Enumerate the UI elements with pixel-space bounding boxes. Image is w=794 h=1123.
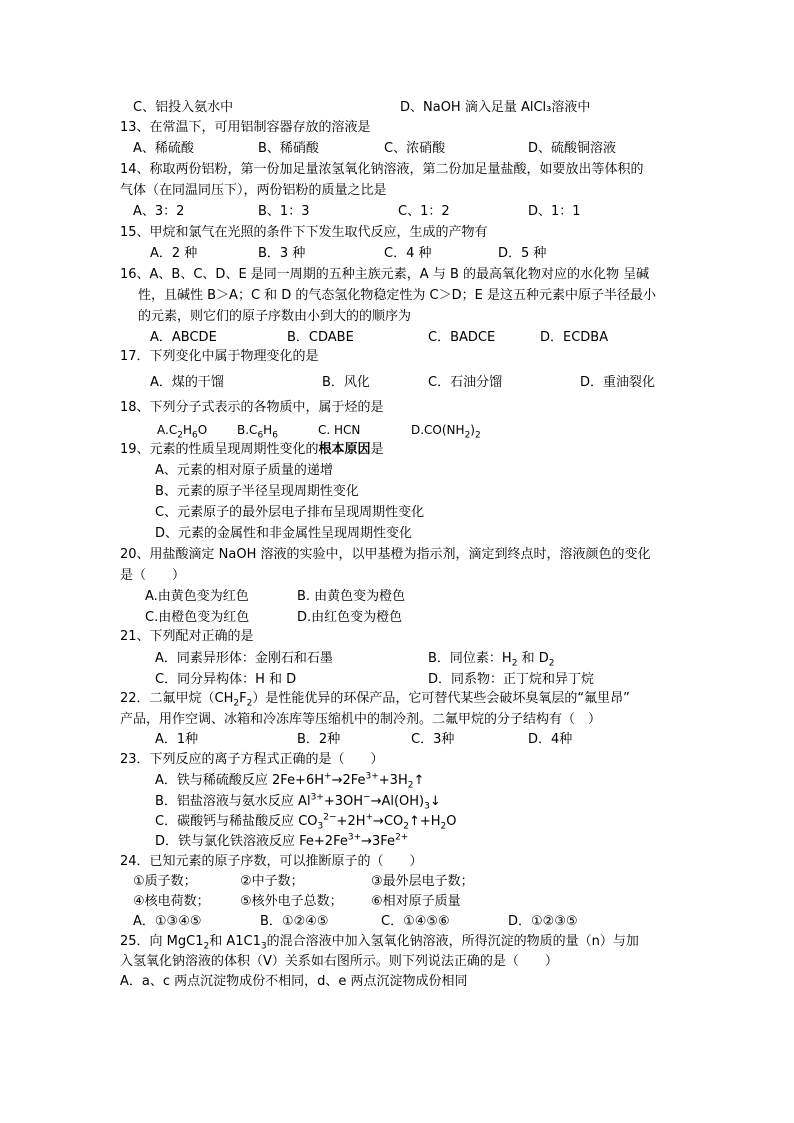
q20-option-b: B. 由黄色变为橙色 xyxy=(297,589,406,604)
q18-options xyxy=(0,421,794,439)
q17-stem: 17．下列变化中属于物理变化的是 xyxy=(120,349,319,364)
q16-option-d: D．ECDBA xyxy=(540,330,609,345)
q16-stem-line3: 的元素，则它们的原子序数由小到大的的顺序为 xyxy=(138,309,412,324)
q19-stem: 19、元素的性质呈现周期性变化的根本原因是 xyxy=(120,442,384,457)
q15-option-d: D．5 种 xyxy=(498,246,547,261)
q25-option-a: A．a、c 两点沉淀物成份不相同，d、e 两点沉淀物成份相同 xyxy=(120,974,468,989)
q12-options-cd xyxy=(0,99,794,117)
q24-item-1: ①质子数； xyxy=(133,874,197,889)
q21-option-a: A．同素异形体：金刚石和石墨 xyxy=(155,651,333,666)
q23-option-c: C．碳酸钙与稀盐酸反应 $CO_3^{2-}+2H^+\to CO_2↑+H_2O$ xyxy=(155,812,457,832)
q19-option-a: A、元素的相对原子质量的递增 xyxy=(155,463,333,478)
q24-item-6: ⑥相对原子质量 xyxy=(371,894,461,909)
q24-stem: 24．已知元素的原子序数，可以推断原子的（ ） xyxy=(120,854,423,869)
q22-option-a: A．1种 xyxy=(155,732,199,747)
q14-option-a: A、3：2 xyxy=(133,204,185,219)
q14-option-b: B、1：3 xyxy=(258,204,310,219)
q22-option-d: D．4种 xyxy=(528,732,573,747)
q18-option-b: $B.C_6H_6$ xyxy=(237,423,278,441)
q20-option-d: D.由红色变为橙色 xyxy=(297,610,403,625)
q24-option-b: B．①②④⑤ xyxy=(260,914,329,929)
q21-option-b: B．同位素：$H_2$ 和 $D_2$ xyxy=(428,651,555,669)
q24-items-row2 xyxy=(0,893,794,911)
q13-option-c: C、浓硝酸 xyxy=(384,141,446,156)
q16-options xyxy=(0,329,794,347)
q15-option-a: A．2 种 xyxy=(150,246,198,261)
q20-stem-line2: 是（ ） xyxy=(120,568,186,583)
q13-options xyxy=(0,140,794,158)
q19-option-c: C、元素原子的最外层电子排布呈现周期性变化 xyxy=(155,505,425,520)
q15-stem: 15、甲烷和氯气在光照的条件下下发生取代反应，生成的产物有 xyxy=(120,225,488,240)
q22-stem-line2: 产品，用作空调、冰箱和冷冻库等压缩机中的制冷剂。二氟甲烷的分子结构有（ ） xyxy=(120,712,602,727)
q22-option-c: C．3种 xyxy=(411,732,455,747)
q23-option-a: A．铁与稀硫酸反应 $2Fe+6H^+\to 2Fe^{3+}+3H_2↑$ xyxy=(155,771,425,791)
q24-option-d: D．①②③⑤ xyxy=(508,914,578,929)
q25-stem-line1: 25．向 $MgC1_2$和 $A1C1_3$的混合溶液中加入氢氧化钠溶液，所得沉淀的物质的量（n）与加 xyxy=(120,934,639,952)
q20-options-row1 xyxy=(0,588,794,606)
q24-option-c: C．①④⑤⑥ xyxy=(381,914,450,929)
q24-item-3: ③最外层电子数； xyxy=(371,874,474,889)
q20-option-a: A.由黄色变为红色 xyxy=(145,589,249,604)
q18-option-c: C. HCN xyxy=(318,423,361,437)
q14-option-c: C、1：2 xyxy=(398,204,450,219)
q18-option-a: $A.C_2H_6O$ xyxy=(157,423,208,441)
q21-option-c: C．同分异构体：H 和 D xyxy=(155,672,297,687)
q24-item-5: ⑤核外电子总数； xyxy=(240,894,343,909)
q12-option-c: C、铝投入氨水中 xyxy=(133,100,234,115)
q13-option-d: D、硫酸铜溶液 xyxy=(528,141,617,156)
q20-options-row2 xyxy=(0,609,794,627)
q24-item-4: ④核电荷数； xyxy=(133,894,210,909)
q16-option-b: B．CDABE xyxy=(287,330,354,345)
q12-option-d: D、NaOH 滴入足量 AlCl₃溶液中 xyxy=(400,100,591,115)
q21-stem: 21、下列配对正确的是 xyxy=(120,629,254,644)
q16-option-c: C．BADCE xyxy=(428,330,496,345)
q19-option-b: B、元素的原子半径呈现周期性变化 xyxy=(155,484,359,499)
q22-stem-line1: 22．二氟甲烷$(CH_2F_2)$是性能优异的环保产品，它可替代某些会破坏臭氧层的“氟里昂” xyxy=(120,691,630,709)
q17-option-a: A．煤的干馏 xyxy=(150,375,224,390)
q16-stem-line1: 16、A、B、C、D、E 是同一周期的五种主族元素，A 与 B 的最高氧化物对应的水化物 呈碱 xyxy=(120,267,650,282)
q19-option-d: D、元素的金属性和非金属性呈现周期性变化 xyxy=(155,526,413,541)
q18-option-d: $D.CO(NH_2)_2$ xyxy=(411,423,481,441)
q14-option-d: D、1：1 xyxy=(528,204,581,219)
q13-option-b: B、稀硝酸 xyxy=(258,141,319,156)
q15-option-c: C．4 种 xyxy=(384,246,432,261)
q22-option-b: B．2种 xyxy=(297,732,341,747)
q13-stem: 13、在常温下，可用铝制容器存放的溶液是 xyxy=(120,120,371,135)
q14-stem-line1: 14、称取两份铝粉，第一份加足量浓氢氧化钠溶液，第二份加足量盐酸，如要放出等体积的 xyxy=(120,162,644,177)
q17-option-d: D．重油裂化 xyxy=(580,375,656,390)
q16-stem-line2: 性，且碱性 B＞A；C 和 D 的气态氢化物稳定性为 C＞D；E 是这五种元素中原子半径最小 xyxy=(138,288,656,303)
q17-options xyxy=(0,374,794,392)
q15-options xyxy=(0,245,794,263)
q23-option-d: D．铁与氯化铁溶液反应 $Fe+2Fe^{3+}\to 3Fe^{2+}$ xyxy=(155,832,409,849)
q20-option-c: C.由橙色变为红色 xyxy=(145,610,250,625)
q22-options xyxy=(0,731,794,749)
q14-options xyxy=(0,203,794,221)
q21-options-row2 xyxy=(0,671,794,689)
q24-options xyxy=(0,913,794,931)
q25-stem-line2: 入氢氧化钠溶液的体积（V）关系如右图所示。则下列说法正确的是（ ） xyxy=(120,954,558,969)
q21-options-row1 xyxy=(0,650,794,668)
q16-option-a: A．ABCDE xyxy=(150,330,217,345)
q14-stem-line2: 气体（在同温同压下），两份铝粉的质量之比是 xyxy=(120,183,387,198)
q15-option-b: B．3 种 xyxy=(258,246,306,261)
q18-stem: 18、下列分子式表示的各物质中，属于烃的是 xyxy=(120,400,384,415)
q23-option-b: B．铝盐溶液与氨水反应 $Al^{3+}+3OH^-\to Al(OH)_3↓$ xyxy=(155,792,441,812)
q13-option-a: A、稀硫酸 xyxy=(133,141,194,156)
q21-option-d: D．同系物：正丁烷和异丁烷 xyxy=(428,672,595,687)
q24-items-row1 xyxy=(0,873,794,891)
q24-item-2: ②中子数； xyxy=(240,874,304,889)
q17-option-c: C．石油分馏 xyxy=(428,375,503,390)
q20-stem-line1: 20、用盐酸滴定 NaOH 溶液的实验中，以甲基橙为指示剂，滴定到终点时，溶液颜色的变化 xyxy=(120,547,651,562)
q17-option-b: B．风化 xyxy=(322,375,370,390)
q23-stem: 23．下列反应的离子方程式正确的是（ ） xyxy=(120,752,384,767)
q24-option-a: A．①③④⑤ xyxy=(133,914,202,929)
